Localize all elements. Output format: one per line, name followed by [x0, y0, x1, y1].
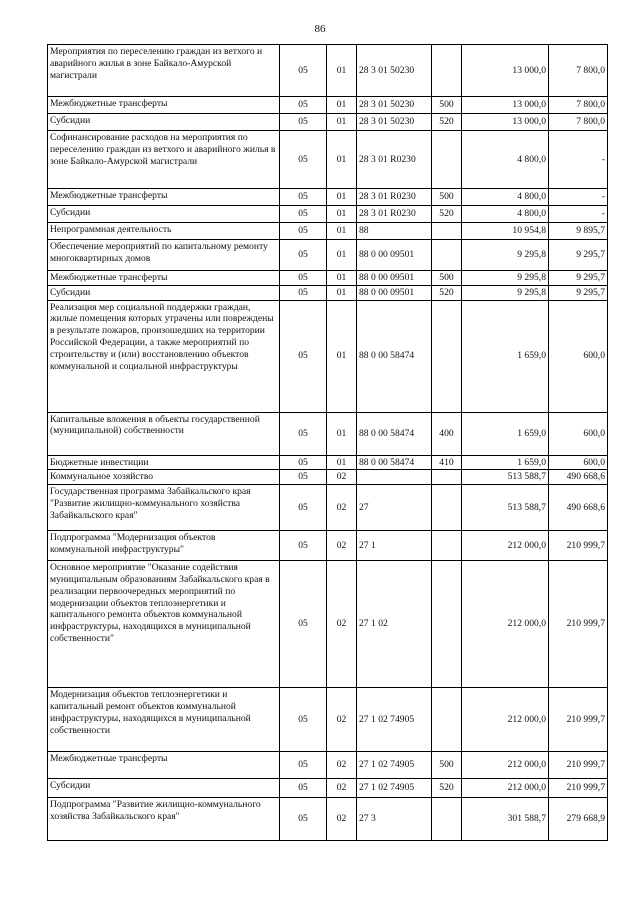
section-code: 05 [280, 561, 327, 688]
target-article-code: 88 0 00 09501 [357, 240, 432, 271]
table-row [48, 223, 608, 240]
target-article-code: 28 3 01 R0230 [357, 131, 432, 189]
section-code: 05 [280, 45, 327, 97]
target-article-code: 28 3 01 50230 [357, 45, 432, 97]
amount-planned: 513 588,7 [462, 485, 549, 531]
amount-planned: 13 000,0 [462, 114, 549, 131]
target-article-code: 28 3 01 50230 [357, 97, 432, 114]
subsection-code: 02 [327, 779, 357, 798]
target-article-code: 27 1 02 [357, 561, 432, 688]
item-name: Модернизация объектов теплоэнергетики и капитальный ремонт объектов коммунальной инфраструктуры, находящихся в муниципальной собственности [48, 688, 280, 752]
amount-planned: 212 000,0 [462, 561, 549, 688]
subsection-code: 01 [327, 240, 357, 271]
amount-executed: - [549, 189, 608, 206]
table-row [48, 240, 608, 271]
subsection-code: 01 [327, 189, 357, 206]
table-row [48, 531, 608, 561]
expense-type-code: 520 [432, 285, 462, 300]
amount-executed: 210 999,7 [549, 779, 608, 798]
item-name: Подпрограмма "Развитие жилищно-коммунального хозяйства Забайкальского края" [48, 798, 280, 841]
expense-type-code: 500 [432, 97, 462, 114]
section-code: 05 [280, 240, 327, 271]
section-code: 05 [280, 485, 327, 531]
amount-executed: - [549, 206, 608, 223]
table-row [48, 470, 608, 485]
subsection-code: 01 [327, 455, 357, 470]
target-article-code: 28 3 01 R0230 [357, 189, 432, 206]
expense-type-code [432, 470, 462, 485]
subsection-code: 01 [327, 412, 357, 455]
target-article-code [357, 470, 432, 485]
table-row [48, 45, 608, 97]
item-name: Субсидии [48, 285, 280, 300]
target-article-code: 27 3 [357, 798, 432, 841]
item-name: Реализация мер социальной поддержки граждан, жилые помещения которых утрачены или повреждены в результате пожаров, произошедших на территории Российской Федерации, а также мероприятий по строительству и (или) восстановлению объектов коммунальной и социальной инфраструктуры [48, 300, 280, 412]
table-row [48, 300, 608, 412]
subsection-code: 02 [327, 531, 357, 561]
table-row [48, 485, 608, 531]
table-row [48, 688, 608, 752]
subsection-code: 02 [327, 485, 357, 531]
subsection-code: 01 [327, 97, 357, 114]
section-code: 05 [280, 455, 327, 470]
amount-planned: 13 000,0 [462, 97, 549, 114]
item-name: Бюджетные инвестиции [48, 455, 280, 470]
amount-executed: 210 999,7 [549, 561, 608, 688]
amount-planned: 10 954,8 [462, 223, 549, 240]
amount-planned: 1 659,0 [462, 412, 549, 455]
table-row [48, 271, 608, 286]
table-row [48, 97, 608, 114]
item-name: Субсидии [48, 114, 280, 131]
target-article-code: 88 0 00 09501 [357, 271, 432, 286]
table-row [48, 206, 608, 223]
subsection-code: 01 [327, 285, 357, 300]
amount-planned: 212 000,0 [462, 688, 549, 752]
target-article-code: 88 0 00 58474 [357, 455, 432, 470]
expense-type-code: 500 [432, 752, 462, 779]
subsection-code: 01 [327, 131, 357, 189]
section-code: 05 [280, 285, 327, 300]
item-name: Непрограммная деятельность [48, 223, 280, 240]
table-body [48, 45, 608, 841]
item-name: Межбюджетные трансферты [48, 271, 280, 286]
section-code: 05 [280, 752, 327, 779]
subsection-code: 02 [327, 688, 357, 752]
section-code: 05 [280, 189, 327, 206]
item-name: Межбюджетные трансферты [48, 752, 280, 779]
amount-executed: 7 800,0 [549, 114, 608, 131]
expense-type-code: 520 [432, 779, 462, 798]
section-code: 05 [280, 531, 327, 561]
target-article-code: 88 0 00 09501 [357, 285, 432, 300]
amount-planned: 212 000,0 [462, 779, 549, 798]
item-name: Софинансирование расходов на мероприятия по переселению граждан из ветхого и аварийного жилья в зоне Байкало-Амурской магистрали [48, 131, 280, 189]
subsection-code: 02 [327, 470, 357, 485]
amount-executed: 490 668,6 [549, 470, 608, 485]
target-article-code: 88 [357, 223, 432, 240]
item-name: Государственная программа Забайкальского края "Развитие жилищно-коммунального хозяйства Забайкальского края" [48, 485, 280, 531]
amount-planned: 9 295,8 [462, 240, 549, 271]
amount-planned: 513 588,7 [462, 470, 549, 485]
budget-table [47, 44, 608, 841]
amount-planned: 212 000,0 [462, 752, 549, 779]
subsection-code: 02 [327, 752, 357, 779]
expense-type-code [432, 223, 462, 240]
target-article-code: 27 1 02 74905 [357, 779, 432, 798]
amount-planned: 9 295,8 [462, 285, 549, 300]
expense-type-code [432, 485, 462, 531]
section-code: 05 [280, 779, 327, 798]
section-code: 05 [280, 412, 327, 455]
subsection-code: 01 [327, 206, 357, 223]
amount-planned: 9 295,8 [462, 271, 549, 286]
expense-type-code [432, 531, 462, 561]
section-code: 05 [280, 688, 327, 752]
item-name: Субсидии [48, 779, 280, 798]
expense-type-code [432, 45, 462, 97]
amount-executed: 9 295,7 [549, 240, 608, 271]
amount-executed: - [549, 131, 608, 189]
amount-planned: 4 800,0 [462, 189, 549, 206]
section-code: 05 [280, 300, 327, 412]
table-row [48, 561, 608, 688]
expense-type-code: 520 [432, 206, 462, 223]
table-row [48, 285, 608, 300]
item-name: Капитальные вложения в объекты государственной (муниципальной) собственности [48, 412, 280, 455]
amount-executed: 210 999,7 [549, 531, 608, 561]
expense-type-code: 500 [432, 189, 462, 206]
subsection-code: 01 [327, 45, 357, 97]
table-row [48, 189, 608, 206]
section-code: 05 [280, 798, 327, 841]
table-row [48, 114, 608, 131]
item-name: Межбюджетные трансферты [48, 189, 280, 206]
table-row [48, 752, 608, 779]
expense-type-code: 500 [432, 271, 462, 286]
amount-executed: 7 800,0 [549, 97, 608, 114]
section-code: 05 [280, 271, 327, 286]
expense-type-code: 400 [432, 412, 462, 455]
target-article-code: 27 1 02 74905 [357, 752, 432, 779]
expense-type-code [432, 688, 462, 752]
section-code: 05 [280, 470, 327, 485]
target-article-code: 28 3 01 R0230 [357, 206, 432, 223]
page-number: 86 [314, 23, 326, 35]
subsection-code: 01 [327, 223, 357, 240]
subsection-code: 01 [327, 271, 357, 286]
expense-type-code [432, 300, 462, 412]
target-article-code: 28 3 01 50230 [357, 114, 432, 131]
amount-planned: 1 659,0 [462, 455, 549, 470]
amount-planned: 301 588,7 [462, 798, 549, 841]
item-name: Основное мероприятие "Оказание содействия муниципальным образованиям Забайкальского края в реализации первоочередных мероприятий по модернизации объектов теплоэнергетики и капитального ремонта объектов коммунальной инфраструктуры, находящихся в муниципальной собственности" [48, 561, 280, 688]
expense-type-code [432, 131, 462, 189]
table-row [48, 412, 608, 455]
subsection-code: 02 [327, 798, 357, 841]
amount-planned: 212 000,0 [462, 531, 549, 561]
item-name: Мероприятия по переселению граждан из ветхого и аварийного жилья в зоне Байкало-Амурской магистрали [48, 45, 280, 97]
table-row [48, 455, 608, 470]
subsection-code: 01 [327, 114, 357, 131]
expense-type-code [432, 240, 462, 271]
amount-planned: 4 800,0 [462, 206, 549, 223]
expense-type-code: 410 [432, 455, 462, 470]
section-code: 05 [280, 114, 327, 131]
item-name: Межбюджетные трансферты [48, 97, 280, 114]
amount-executed: 9 895,7 [549, 223, 608, 240]
amount-executed: 9 295,7 [549, 271, 608, 286]
item-name: Субсидии [48, 206, 280, 223]
amount-executed: 9 295,7 [549, 285, 608, 300]
amount-planned: 13 000,0 [462, 45, 549, 97]
item-name: Обеспечение мероприятий по капитальному ремонту многоквартирных домов [48, 240, 280, 271]
target-article-code: 27 1 02 74905 [357, 688, 432, 752]
table-row [48, 779, 608, 798]
subsection-code: 01 [327, 300, 357, 412]
section-code: 05 [280, 131, 327, 189]
item-name: Подпрограмма "Модернизация объектов коммунальной инфраструктуры" [48, 531, 280, 561]
amount-executed: 7 800,0 [549, 45, 608, 97]
expense-type-code [432, 798, 462, 841]
target-article-code: 88 0 00 58474 [357, 300, 432, 412]
amount-executed: 600,0 [549, 412, 608, 455]
amount-executed: 210 999,7 [549, 752, 608, 779]
amount-executed: 279 668,9 [549, 798, 608, 841]
expense-type-code: 520 [432, 114, 462, 131]
target-article-code: 88 0 00 58474 [357, 412, 432, 455]
subsection-code: 02 [327, 561, 357, 688]
amount-executed: 600,0 [549, 300, 608, 412]
amount-executed: 600,0 [549, 455, 608, 470]
table-row [48, 131, 608, 189]
section-code: 05 [280, 223, 327, 240]
amount-executed: 210 999,7 [549, 688, 608, 752]
section-code: 05 [280, 97, 327, 114]
item-name: Коммунальное хозяйство [48, 470, 280, 485]
target-article-code: 27 1 [357, 531, 432, 561]
amount-planned: 4 800,0 [462, 131, 549, 189]
section-code: 05 [280, 206, 327, 223]
table-row [48, 798, 608, 841]
target-article-code: 27 [357, 485, 432, 531]
amount-executed: 490 668,6 [549, 485, 608, 531]
amount-planned: 1 659,0 [462, 300, 549, 412]
expense-type-code [432, 561, 462, 688]
